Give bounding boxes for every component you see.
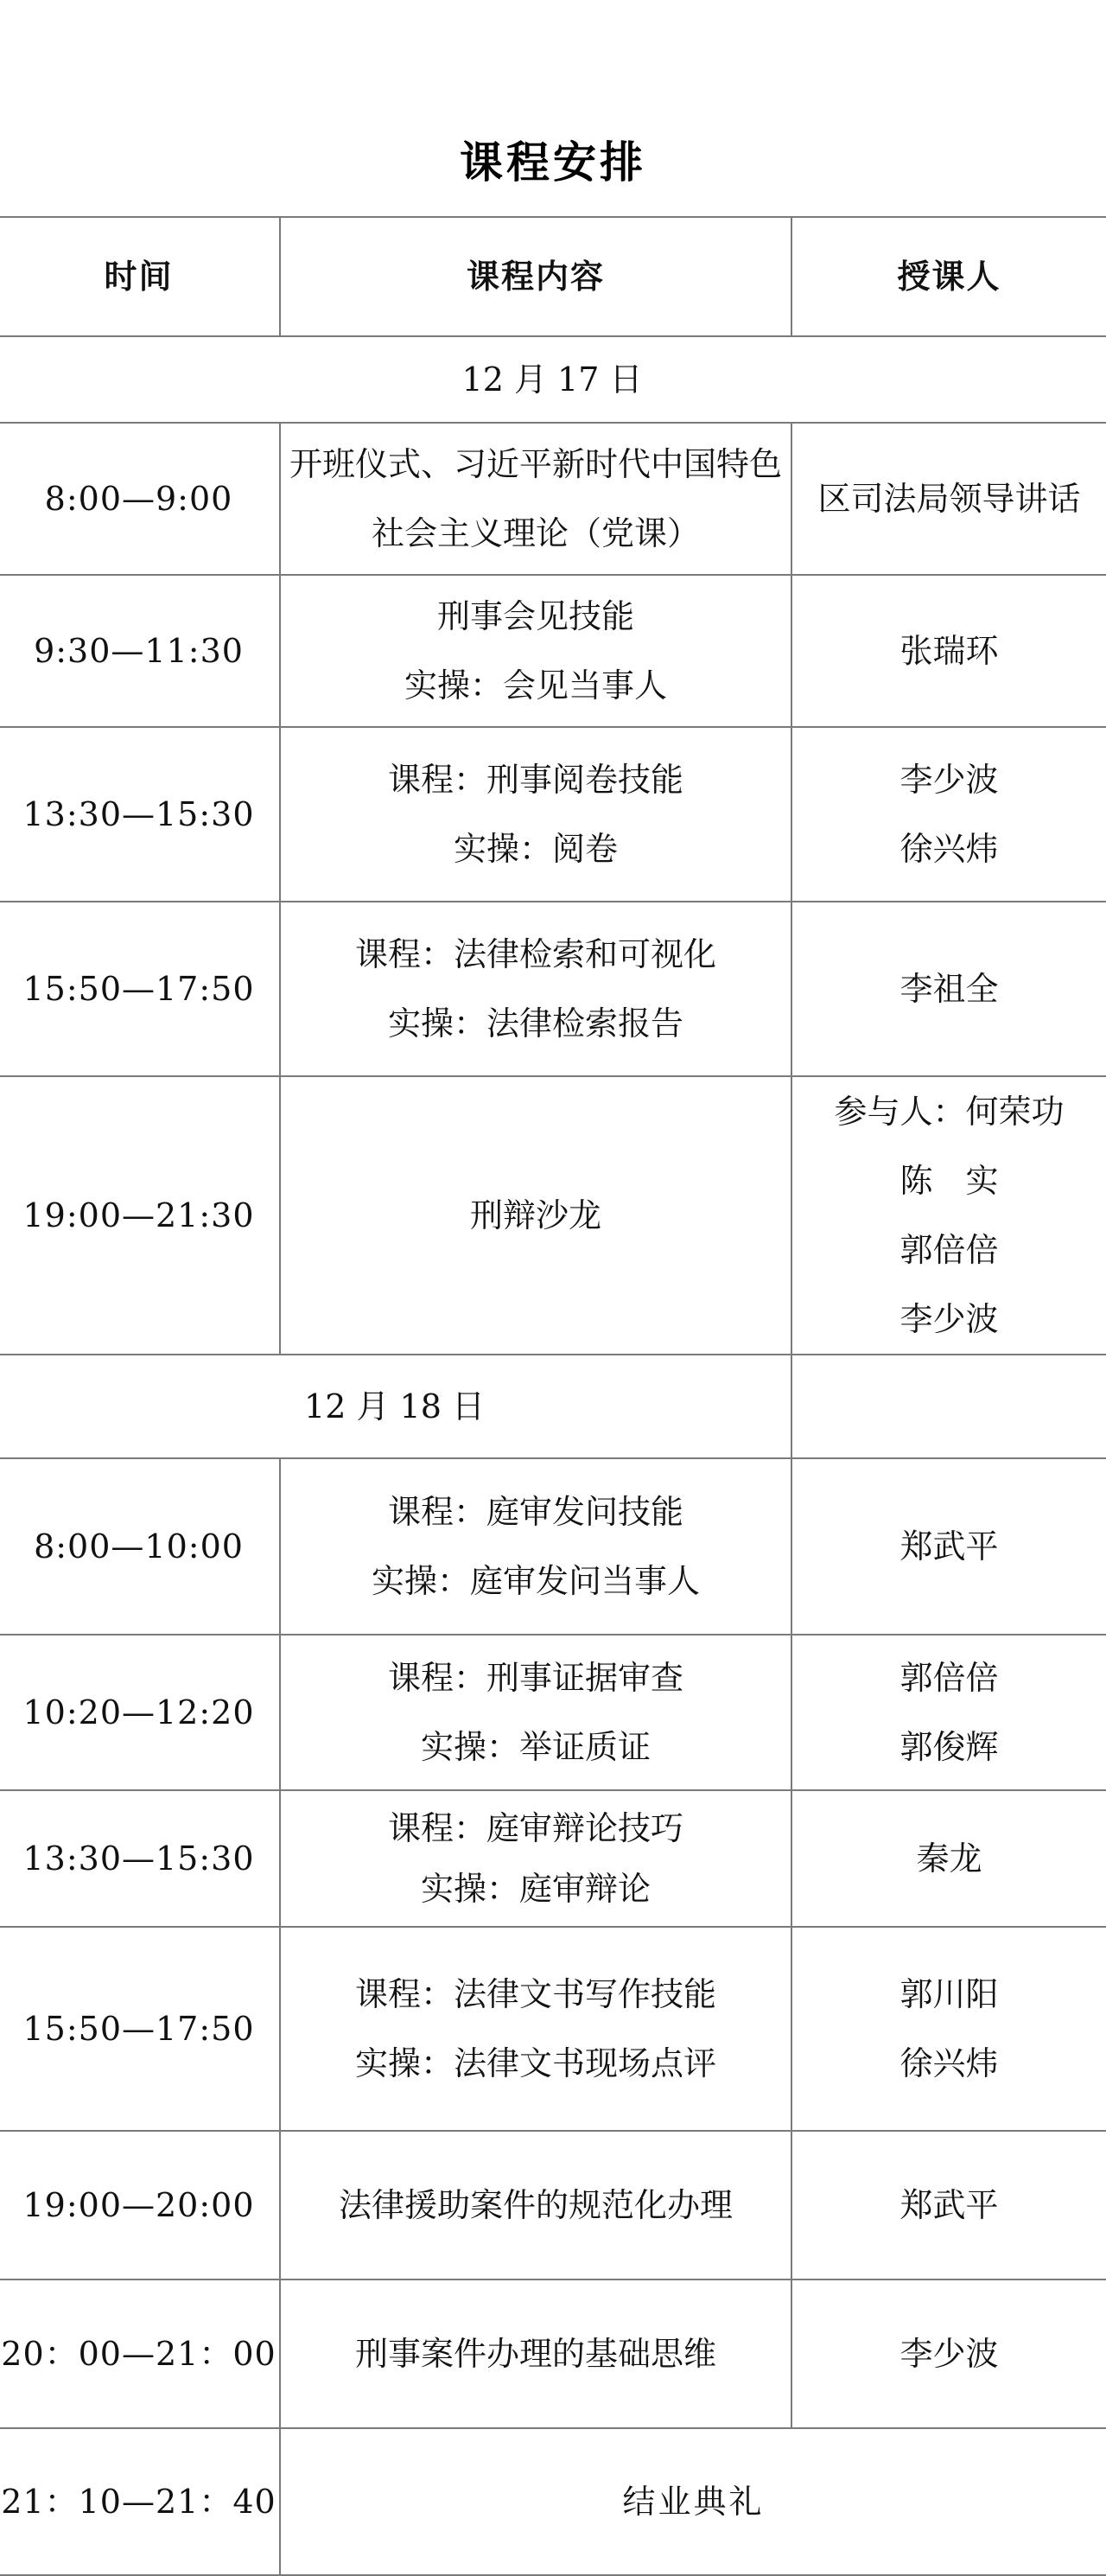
time-cell: 13:30—15:30 bbox=[0, 727, 280, 902]
content-line: 课程：法律文书写作技能 bbox=[354, 1975, 716, 2013]
header-content: 课程内容 bbox=[280, 217, 791, 336]
lecturer-cell bbox=[791, 727, 1106, 902]
lecturer-cell: 区司法局领导讲话 bbox=[791, 423, 1106, 575]
date-cell: 12 月 17 日 bbox=[0, 336, 1106, 423]
lecturer-line: 郭倍倍 bbox=[899, 1659, 999, 1697]
content-line: 课程：刑事阅卷技能 bbox=[387, 761, 683, 799]
page-title: 课程安排 bbox=[460, 137, 646, 188]
lecturer-cell: 张瑞环 bbox=[791, 575, 1106, 727]
content-line: 课程：法律检索和可视化 bbox=[354, 935, 716, 973]
content-line: 实操：法律检索报告 bbox=[387, 1004, 683, 1043]
content-line: 实操：举证质证 bbox=[420, 1728, 651, 1766]
lecturer-line: 郭倍倍 bbox=[899, 1231, 999, 1269]
content-cell bbox=[280, 902, 791, 1076]
time-cell: 13:30—15:30 bbox=[0, 1790, 280, 1927]
table-row bbox=[0, 727, 1106, 902]
content-cell bbox=[280, 1635, 791, 1790]
table-row bbox=[0, 1927, 1106, 2131]
content-line: 实操：会见当事人 bbox=[404, 666, 667, 705]
lecturer-line: 徐兴炜 bbox=[899, 2044, 999, 2082]
table-row bbox=[0, 1076, 1106, 1355]
content-cell: 开班仪式、习近平新时代中国特色社会主义理论（党课） bbox=[280, 423, 791, 575]
content-cell bbox=[280, 1458, 791, 1635]
time-cell: 21：10—21：40 bbox=[0, 2428, 280, 2575]
content-cell bbox=[280, 1790, 791, 1927]
content-cell: 刑事案件办理的基础思维 bbox=[280, 2280, 791, 2428]
lecturer-cell: 郑武平 bbox=[791, 2131, 1106, 2280]
content-cell bbox=[280, 1927, 791, 2131]
lecturer-line: 李少波 bbox=[899, 761, 999, 799]
content-line: 课程：刑事证据审查 bbox=[387, 1659, 683, 1697]
lecturer-cell: 秦龙 bbox=[791, 1790, 1106, 1927]
time-cell: 20：00—21：00 bbox=[0, 2280, 280, 2428]
content-line: 实操：阅卷 bbox=[453, 830, 618, 868]
content-cell bbox=[280, 575, 791, 727]
content-line: 课程：庭审发问技能 bbox=[387, 1493, 683, 1531]
empty-cell bbox=[791, 1355, 1106, 1458]
time-cell: 15:50—17:50 bbox=[0, 1927, 280, 2131]
date-cell: 12 月 18 日 bbox=[0, 1355, 791, 1458]
lecturer-line: 李少波 bbox=[899, 1300, 999, 1338]
content-line: 刑事会见技能 bbox=[436, 597, 634, 635]
time-cell: 19:00—21:30 bbox=[0, 1076, 280, 1355]
content-line: 实操：法律文书现场点评 bbox=[354, 2044, 716, 2082]
lecturer-cell bbox=[791, 1635, 1106, 1790]
table-row bbox=[0, 575, 1106, 727]
header-time: 时间 bbox=[0, 217, 280, 336]
date-row bbox=[0, 336, 1106, 423]
content-cell: 法律援助案件的规范化办理 bbox=[280, 2131, 791, 2280]
table-row bbox=[0, 2280, 1106, 2428]
time-cell: 8:00—10:00 bbox=[0, 1458, 280, 1635]
content-line: 实操：庭审辩论 bbox=[420, 1870, 651, 1908]
content-cell: 刑辩沙龙 bbox=[280, 1076, 791, 1355]
lecturer-cell bbox=[791, 1076, 1106, 1355]
content-line: 课程：庭审辩论技巧 bbox=[387, 1809, 683, 1847]
lecturer-cell: 李少波 bbox=[791, 2280, 1106, 2428]
time-cell: 9:30—11:30 bbox=[0, 575, 280, 727]
header-lecturer: 授课人 bbox=[791, 217, 1106, 336]
content-cell bbox=[280, 727, 791, 902]
table-row bbox=[0, 1635, 1106, 1790]
time-cell: 10:20—12:20 bbox=[0, 1635, 280, 1790]
lecturer-cell: 郑武平 bbox=[791, 1458, 1106, 1635]
table-row bbox=[0, 902, 1106, 1076]
header-row bbox=[0, 217, 1106, 336]
lecturer-line: 郭川阳 bbox=[899, 1975, 999, 2013]
lecturer-line: 参与人：何荣功 bbox=[834, 1093, 1065, 1131]
time-cell: 19:00—20:00 bbox=[0, 2131, 280, 2280]
lecturer-line: 陈 实 bbox=[899, 1162, 999, 1200]
time-cell: 15:50—17:50 bbox=[0, 902, 280, 1076]
closing-row bbox=[0, 2428, 1106, 2575]
schedule-table bbox=[0, 216, 1106, 2576]
table-row bbox=[0, 2131, 1106, 2280]
lecturer-line: 徐兴炜 bbox=[899, 830, 999, 868]
table-row bbox=[0, 1458, 1106, 1635]
content-line: 实操：庭审发问当事人 bbox=[371, 1562, 700, 1600]
lecturer-cell: 李祖全 bbox=[791, 902, 1106, 1076]
table-row bbox=[0, 1790, 1106, 1927]
table-row bbox=[0, 423, 1106, 575]
lecturer-line: 郭俊辉 bbox=[899, 1728, 999, 1766]
time-cell: 8:00—9:00 bbox=[0, 423, 280, 575]
lecturer-cell bbox=[791, 1927, 1106, 2131]
date-row bbox=[0, 1355, 1106, 1458]
closing-ceremony-cell: 结业典礼 bbox=[280, 2428, 1106, 2575]
